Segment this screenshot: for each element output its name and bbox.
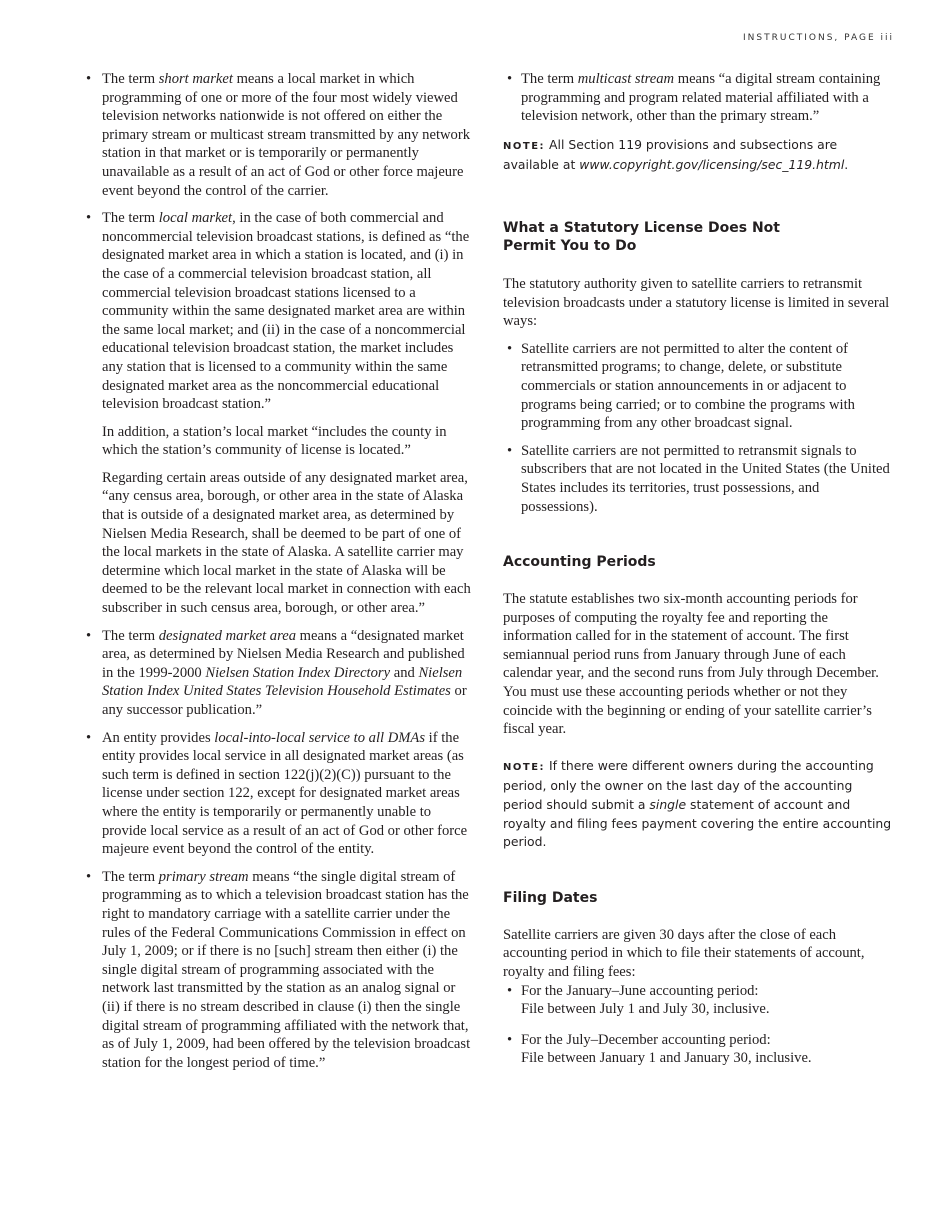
statutory-list <box>503 340 895 516</box>
filing-bullet-july-dec: • For the July–December accounting period: File between January 1 and January 30, inclusive. <box>503 1031 895 1068</box>
definition-local-market: • The term local market, in the case of both commercial and noncommercial television broadcast stations, is defined as “the designated market area in which a station is located, and (i) in the case of a commercial television broadcast station, all commercial television broadcast stations licensed to a community within the same designated market area are within the same local market; and (ii) in the case of a noncommercial educational television broadcast station, the market includes any station that is licensed to a community within the same designated market area as the noncommercial educational television broadcast station.” <box>86 209 476 414</box>
definition-primary-stream: • The term primary stream means “the single digital stream of programming as to which a television broadcast station has the right to mandatory carriage with a satellite carrier under the rules of the Federal Communications Commission in effect on July 1, 2009; or if there is no [such] stream then either (i) the single digital stream of programming associated with the network last transmitted by the station as an analog signal or (ii) if there is no stream described in clause (i) then the single digital stream of programming affiliated with the network that, as of July 1, 2009, had been offered by the television broadcast station for the longest period of time.” <box>86 868 476 1073</box>
term-primary-stream: primary stream <box>158 868 249 885</box>
page-header: INSTRUCTIONS, PAGE iii <box>743 33 894 43</box>
definition-short-market: • The term short market means a local market in which programming of one or more of the four most widely viewed television networks nationwide is not offered on either the primary stream or multicast stream transmitted by any network station in that market or is temporarily or permanently unavailable as a result of an act of God or other force majeure event beyond the control of the carrier. <box>86 70 476 200</box>
statutory-intro: The statutory authority given to satellite carriers to retransmit television broadcasts under a statutory license is limited in several ways: <box>503 275 890 330</box>
statutory-bullet-alter: • Satellite carriers are not permitted to alter the content of retransmitted programs; to change, delete, or substitute commercials or station announcements in or adjacent to programs being carried; or to combine the programs with programming from any other broadcast signal. <box>503 340 895 433</box>
right-column <box>503 70 895 1077</box>
accounting-body: The statute establishes two six-month accounting periods for purposes of computing the royalty fee and reporting the information called for in the statement of account. The first semiannual period runs from January through June of each calendar year, and the second runs from July through December. You must use these accounting periods whether or not they coincide with the beginning or ending of your satellite carrier’s fiscal year. <box>503 591 879 738</box>
statutory-bullet-retransmit: • Satellite carriers are not permitted to retransmit signals to subscribers that are not located in the United States (the United States includes its territories, trust possessions, and possessions). <box>503 442 895 516</box>
local-market-addition: In addition, a station’s local market “includes the county in which the station’s community of license is located.” <box>102 423 447 459</box>
heading-statutory-license: What a Statutory License Does Not Permit You to Do <box>503 219 780 254</box>
filing-list <box>503 982 895 1068</box>
term-short-market: short market <box>158 71 233 87</box>
term-local-into-local: local-into-local service to all DMAs <box>214 729 426 746</box>
left-column <box>86 70 476 1081</box>
definitions-list <box>86 70 476 414</box>
definitions-list-2 <box>86 627 476 1073</box>
definition-local-into-local: • An entity provides local-into-local service to all DMAs if the entity provides local service in all designated market areas (as such term is defined in section 122(j)(2)(C)) pursuant to the license under section 122, except for designated market areas where the entity is temporarily or permanently unable to provide local service as a result of an act of God or other force majeure event beyond the control of the entity. <box>86 729 476 859</box>
filing-intro: Satellite carriers are given 30 days after the close of each accounting period in which to file their statements of account, royalty and filing fees: <box>503 926 865 980</box>
term-local-market: local market <box>158 210 233 227</box>
term-dma: designated market area <box>158 627 296 644</box>
term-multicast-stream: multicast stream <box>577 71 675 87</box>
local-market-alaska: Regarding certain areas outside of any designated market area, “any census area, borough, or other area in the state of Alaska that is outside of a designated market area, as determined by Nielsen Media Research, shall be deemed to be part of one of the local markets in the state of Alaska. A satellite carrier may determine which local market in the state of Alaska will be deemed to be the relevant local market in connection with each subscriber in such census area, borough, or other area.” <box>102 469 471 617</box>
heading-accounting-periods: Accounting Periods <box>503 554 656 571</box>
definition-dma: • The term designated market area means a “designated market area, as determined by Nielsen Media Research and published in the 1999-2000 Nielsen Station Index Directory and Nielsen Station Index United States Television Household Estimates or any successor publication.” <box>86 627 476 720</box>
heading-filing-dates: Filing Dates <box>503 889 598 906</box>
note-accounting-owner: NOTE: If there were different owners during the accounting period, only the owner on the last day of the accounting period should submit a single statement of account and royalty and filing fees payment covering the entire accounting period. <box>503 757 892 850</box>
multicast-list <box>503 70 895 126</box>
sec-119-url: www.copyright.gov/licensing/sec_119.html <box>579 157 845 173</box>
filing-bullet-jan-june: • For the January–June accounting period: File between July 1 and July 30, inclusive. <box>503 982 895 1019</box>
note-section-119: NOTE: All Section 119 provisions and subsections are available at www.copyright.gov/licensing/sec_119.html. <box>503 136 849 173</box>
definition-multicast-stream: • The term multicast stream means “a digital stream containing programming and program related material affiliated with a television network, other than the primary stream.” <box>503 70 895 126</box>
